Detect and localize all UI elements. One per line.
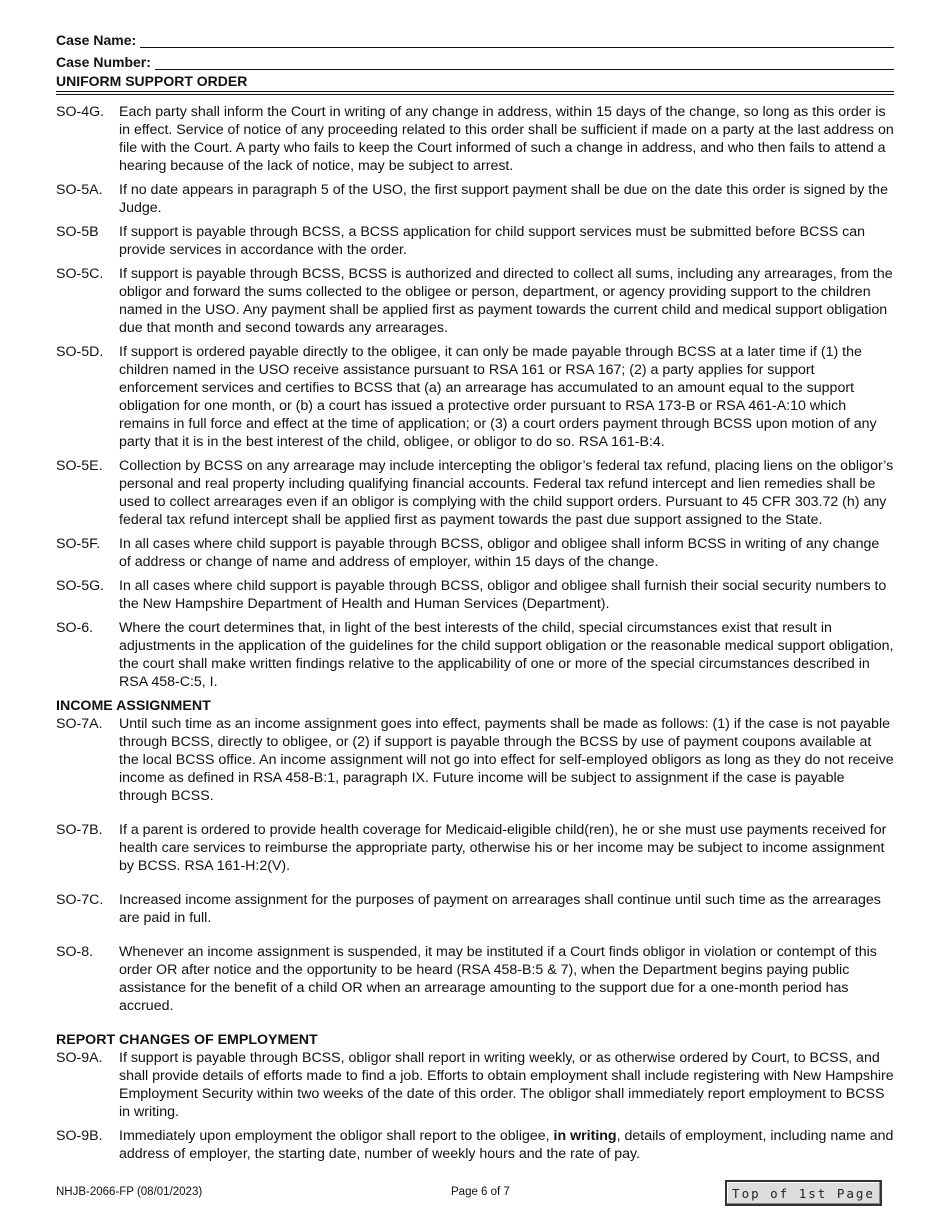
paragraph-text: If support is payable through BCSS, BCSS is authorized and directed to collect all sums, including any arrearages, from the obligor and forward the sums collected to the obligee or person, department, or agency providing support to the children named in the USO. Any payment shall be applied first as payment towards the current child and medical support obligation due that month and second towards any arrearages. xyxy=(119,266,893,336)
paragraph-text: If a parent is ordered to provide health coverage for Medicaid-eligible child(ren), he or she must use payments received for health care services to reimburse the appropriate party, otherwise his or her income may be subject to income assignment by BCSS. RSA 161-H:2(V). xyxy=(119,822,887,874)
paragraph-text: Each party shall inform the Court in writing of any change in address, within 15 days of the change, so long as this order is in effect. Service of notice of any proceeding related to this order shall be sufficient if made on a party at the last address on file with the Court. A party who fails to keep the Court informed of such a change in address, and who then fails to attend a hearing because of the lack of notice, may be subject to arrest. xyxy=(119,104,894,174)
paragraph-code: SO-7B. xyxy=(56,822,103,838)
paragraph-so-5c xyxy=(56,265,894,337)
paragraph-text: In all cases where child support is payable through BCSS, obligor and obligee shall furnish their social security numbers to the New Hampshire Department of Health and Human Services (Department). xyxy=(119,578,887,612)
text-after: , details of employment, including name and address of employer, the starting date, number of weekly hours and the rate of pay. xyxy=(119,1128,894,1162)
paragraph-so-6 xyxy=(56,619,894,691)
paragraph-code: SO-9A. xyxy=(56,1050,103,1066)
paragraph-text: If support is payable through BCSS, a BCSS application for child support services must be submitted before BCSS can provide services in accordance with the order. xyxy=(119,224,866,258)
paragraph-group-income xyxy=(56,715,894,1015)
paragraph-code: SO-5D. xyxy=(56,344,104,360)
paragraph-so-5b xyxy=(56,223,894,259)
paragraph-so-7a xyxy=(56,715,894,805)
paragraph-code: SO-5C. xyxy=(56,266,104,282)
case-name-field[interactable] xyxy=(140,33,894,48)
top-of-first-page-button[interactable]: Top of 1st Page xyxy=(725,1180,882,1206)
paragraph-code: SO-5A. xyxy=(56,182,103,198)
paragraph-so-9a xyxy=(56,1049,894,1121)
paragraph-code: SO-8. xyxy=(56,944,94,960)
case-number-row xyxy=(56,48,894,70)
paragraph-so-7b xyxy=(56,821,894,875)
case-number-field[interactable] xyxy=(155,55,894,70)
paragraph-so-7c xyxy=(56,891,894,927)
paragraph-code: SO-7C. xyxy=(56,892,104,908)
paragraph-text: Whenever an income assignment is suspended, it may be instituted if a Court finds obligor in violation or contempt of this order OR after notice and the opportunity to be heard (RSA 458-B:5 & 7), when the Department begins paying public assistance for the benefit of a child OR when an arrearage amounting to the support due for a one-month period has accrued. xyxy=(119,944,877,1014)
form-id: NHJB-2066-FP (08/01/2023) xyxy=(56,1186,203,1198)
section-heading-income: INCOME ASSIGNMENT xyxy=(56,698,211,714)
paragraph-code: SO-5E. xyxy=(56,458,103,474)
paragraph-text: Collection by BCSS on any arrearage may include intercepting the obligor’s federal tax refund, placing liens on the obligor’s personal and real property including qualifying financial accounts. Federal tax refund intercept and lien remedies shall be used to collect arrearages even if an obligor is complying with the child support orders. Pursuant to 45 CFR 303.72 (h) any federal tax refund intercept shall be applied first as payment towards the past due support assigned to the State. xyxy=(119,458,894,528)
case-number-label: Case Number: xyxy=(56,54,151,70)
paragraph-code: SO-5G. xyxy=(56,578,105,594)
paragraph-text: In all cases where child support is payable through BCSS, obligor and obligee shall inform BCSS in writing of any change of address or change of name and address of employer, within 15 days of the change. xyxy=(119,536,880,570)
paragraph-so-5a xyxy=(56,181,894,217)
paragraph-so-9b xyxy=(56,1127,894,1163)
emphasis-in-writing: in writing xyxy=(553,1128,617,1144)
paragraph-text: Increased income assignment for the purposes of payment on arrearages shall continue until such time as the arrearages are paid in full. xyxy=(119,892,881,926)
paragraph-code: SO-5F. xyxy=(56,536,101,552)
section-heading-employment: REPORT CHANGES OF EMPLOYMENT xyxy=(56,1032,318,1048)
form-title: UNIFORM SUPPORT ORDER xyxy=(56,71,894,92)
paragraph-code: SO-7A. xyxy=(56,716,103,732)
paragraph-code: SO-4G. xyxy=(56,104,105,120)
order-body xyxy=(56,103,894,1163)
paragraph-so-5e xyxy=(56,457,894,529)
paragraph-so-5g xyxy=(56,577,894,613)
case-name-label: Case Name: xyxy=(56,32,137,48)
text-before: Immediately upon employment the obligor shall report to the obligee, xyxy=(119,1128,554,1144)
paragraph-so-4g xyxy=(56,103,894,175)
document-page xyxy=(56,26,894,1169)
paragraph-so-8 xyxy=(56,943,894,1015)
paragraph-text xyxy=(119,1127,894,1163)
paragraph-text: If support is payable through BCSS, obligor shall report in writing weekly, or as otherwise ordered by Court, to BCSS, and shall provide details of efforts made to find a job. Efforts to obtain employment shall include registering with New Hampshire Employment Security within two weeks of the date of this order. The obligor shall immediately report employment to BCSS in writing. xyxy=(119,1050,894,1120)
paragraph-text: Until such time as an income assignment goes into effect, payments shall be made as follows: (1) if the case is not payable through BCSS, directly to obligee, or (2) if support is payable through the BCSS by use of payment coupons available at the local BCSS office. An income assignment will not go into effect for self-employed obligors as long as they do not receive income as defined in RSA 458-B:1, paragraph IX. Future income will be subject to assignment if the case is payable through BCSS. xyxy=(119,716,894,804)
paragraph-text: Where the court determines that, in light of the best interests of the child, special circumstances exist that result in adjustments in the application of the guidelines for the child support obligation or the reasonable medical support obligation, the court shall make written findings relative to the applicability of one or more of the special circumstances described in RSA 458-C:5, I. xyxy=(119,620,894,690)
paragraph-text: If no date appears in paragraph 5 of the USO, the first support payment shall be due on the date this order is signed by the Judge. xyxy=(119,182,888,216)
case-name-row xyxy=(56,26,894,48)
paragraph-code: SO-9B. xyxy=(56,1128,103,1144)
paragraph-code: SO-5B xyxy=(56,224,99,240)
paragraph-so-5d xyxy=(56,343,894,451)
paragraph-so-5f xyxy=(56,535,894,571)
paragraph-group-general xyxy=(56,103,894,691)
paragraph-text: If support is ordered payable directly to the obligee, it can only be made payable through BCSS at a later time if (1) the children named in the USO receive assistance pursuant to RSA 161 or RSA 167; (2) a party applies for support enforcement services and certifies to BCSS that (a) an arrearage has accumulated to an amount equal to the support obligation for one month, or (b) a court has issued a protective order pursuant to RSA 173-B or RSA 461-A:10 which remains in full force and effect at the time of application; or (3) a court orders payment through BCSS upon motion of any party that it is in the best interest of the child, obligee, or obligor to do so. RSA 161-B:4. xyxy=(119,344,877,450)
paragraph-code: SO-6. xyxy=(56,620,94,636)
page-number: Page 6 of 7 xyxy=(451,1186,510,1198)
